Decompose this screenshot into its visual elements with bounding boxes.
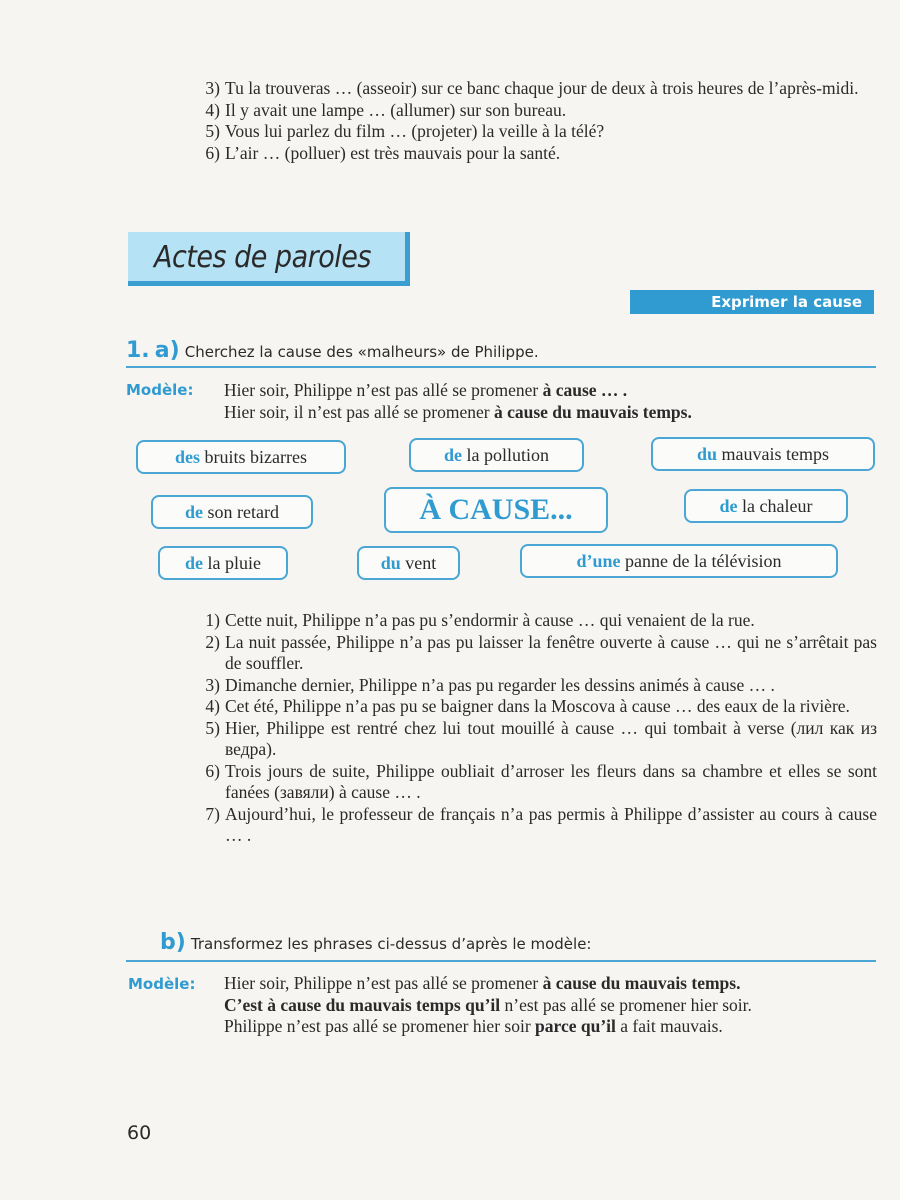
item-text: Trois jours de suite, Philippe oubliait d’arroser les fleurs dans sa chambre et elles se sont fanées (завяли) à cause … . [225,760,877,802]
list-item [195,78,880,100]
exercise-number: 1. [126,338,150,363]
exercise-instruction: Cherchez la cause des «malheurs» de Philippe. [184,343,539,361]
item-text: Aujourd’hui, le professeur de français n’a pas permis à Philippe d’assister au cours à cause … . [225,803,877,845]
item-number: 1) [205,610,220,630]
page-number: 60 [127,1122,152,1144]
model-bold: parce qu’il [535,1016,616,1036]
item-text: Hier, Philippe est rentré chez lui tout mouillé à cause … qui tombait à verse (лил как из ведра). [225,717,877,759]
item-number: 5) [205,121,220,141]
a-cause-center-chip: À CAUSE... [384,487,608,533]
exercise-letter: a) [154,338,180,363]
exercise-instruction: Transformez les phrases ci-dessus d’après le modèle: [190,935,592,953]
chip [158,546,288,580]
item-text: La nuit passée, Philippe n’a pas pu laisser la fenêtre ouverte à cause … qui ne s’arrêtait pas de souffler. [225,631,877,673]
sentence-list [195,610,877,847]
list-item [195,121,880,143]
item-number: 4) [205,99,220,120]
chip [357,546,460,580]
item-text: L’air … (polluer) est très mauvais pour la santé. [225,142,561,163]
chip-article: de [185,502,203,522]
model-text: Hier soir, il n’est pas allé se promener [224,401,494,422]
chip-noun: son retard [207,502,279,522]
chip-article: de [444,445,462,465]
exercise-b-header [160,930,876,955]
model-text: Hier soir, Philippe n’est pas allé se promener [224,973,543,993]
model-b [224,973,876,1038]
chip-noun: la pollution [466,445,549,465]
model-bold: à cause … . [542,380,628,400]
list-item [195,696,877,718]
model-bold: à cause du mauvais temps. [542,973,741,993]
chip-noun: panne de la télévision [625,551,782,571]
model-text: a fait mauvais. [615,1016,723,1036]
chip [151,495,313,529]
chip [651,437,875,471]
item-number: 6) [205,760,220,781]
exercise-letter: b) [160,930,186,955]
item-number: 6) [205,142,220,163]
chip-article: du [380,553,401,573]
list-item [195,100,880,122]
divider [126,960,876,962]
model-label: Modèle: [126,381,194,399]
item-text: Il y avait une lampe … (allumer) sur son bureau. [225,99,567,120]
item-text: Cet été, Philippe n’a pas pu se baigner dans la Moscova à cause … des eaux de la rivière. [225,696,850,716]
item-number: 5) [205,717,220,738]
item-text: Tu la trouveras … (asseoir) sur ce banc chaque jour de deux à trois heures de l’après-midi. [225,78,859,98]
list-item [195,143,880,165]
list-item [195,675,877,697]
chip-noun: bruits bizarres [204,447,307,467]
section-title-box [128,232,410,286]
section-title: Actes de paroles [154,240,371,275]
chip-noun: la pluie [207,553,261,573]
chip-noun: mauvais temps [721,444,829,464]
model-label: Modèle: [128,975,196,993]
model-text: Hier soir, Philippe n’est pas allé se promener [224,380,543,400]
item-text: Cette nuit, Philippe n’a pas pu s’endormir à cause … qui venaient de la rue. [225,610,755,630]
model-text: Philippe n’est pas allé se promener hier soir [224,1016,536,1036]
top-exercise-list [195,78,880,164]
list-item [195,761,877,804]
model-a [224,380,884,423]
divider [126,366,876,368]
model-bold: C’est à cause du mauvais temps qu’il [224,994,501,1015]
exercise-a-header [126,338,876,363]
chip [520,544,838,578]
chip-article: de [185,553,203,573]
model-bold: à cause du mauvais temps. [493,401,692,422]
list-item [195,610,877,632]
item-number: 3) [205,78,220,98]
chip [684,489,848,523]
chip-noun: la chaleur [742,496,813,516]
chip-article: des [175,447,201,467]
chip-article: de [719,496,738,516]
rubric-banner: Exprimer la cause [630,290,874,314]
item-number: 4) [205,696,220,716]
chip-article: du [696,444,718,464]
chip-article: d’une [576,551,621,571]
item-text: Vous lui parlez du film … (projeter) la veille à la télé? [225,121,605,141]
item-number: 3) [205,674,220,695]
chip-noun: vent [405,553,437,573]
list-item [195,718,877,761]
chip [409,438,584,472]
item-number: 2) [205,631,220,652]
chip [136,440,346,474]
list-item [195,804,877,847]
list-item [195,632,877,675]
model-text: n’est pas allé se promener hier soir. [500,994,752,1015]
item-number: 7) [205,803,220,824]
item-text: Dimanche dernier, Philippe n’a pas pu regarder les dessins animés à cause … . [225,674,775,695]
